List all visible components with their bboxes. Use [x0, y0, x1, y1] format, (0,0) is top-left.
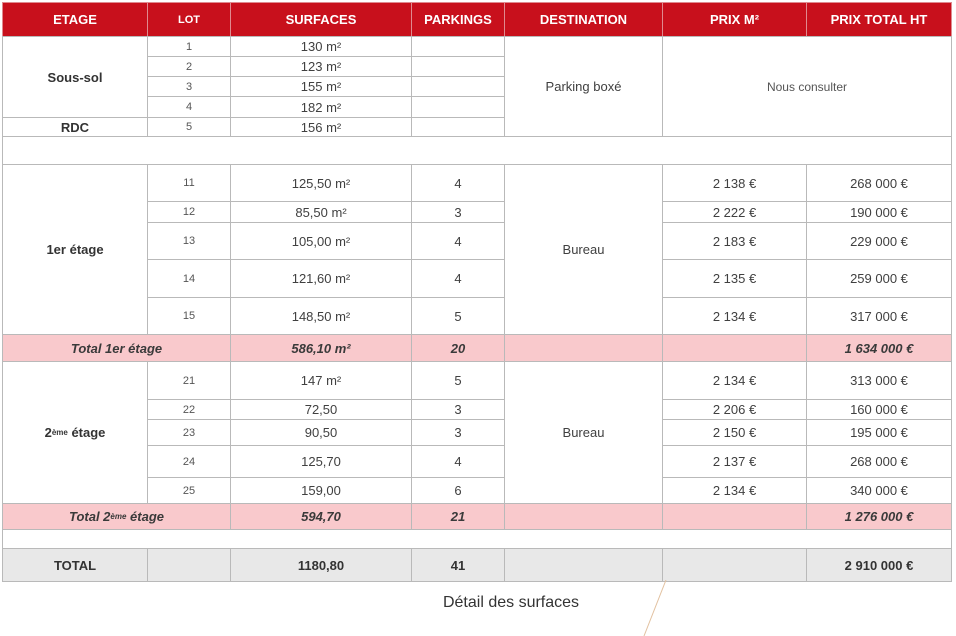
lot-cell: 3	[147, 76, 231, 97]
lot-cell: 2	[147, 56, 231, 77]
total-etage-1-prix-total: 1 634 000 €	[806, 334, 952, 362]
table-caption: Détail des surfaces	[442, 594, 580, 611]
parkings-cell: 3	[411, 419, 505, 446]
prix-total-cell: 190 000 €	[806, 201, 952, 223]
parkings-cell: 4	[411, 164, 505, 202]
prix-total-cell: 317 000 €	[806, 297, 952, 335]
lot-cell: 23	[147, 419, 231, 446]
total-etage-2-prix-m2	[662, 503, 807, 530]
parkings-cell: 4	[411, 445, 505, 478]
prix-total-cell: 195 000 €	[806, 419, 952, 446]
surface-cell: 72,50	[230, 399, 412, 420]
surface-cell: 125,70	[230, 445, 412, 478]
parkings-cell: 5	[411, 297, 505, 335]
prix-total-cell: 160 000 €	[806, 399, 952, 420]
grand-total-prix-m2	[662, 548, 807, 582]
parkings-cell: 3	[411, 399, 505, 420]
lot-cell: 1	[147, 36, 231, 57]
prix-m2-cell: 2 137 €	[662, 445, 807, 478]
lot-cell: 25	[147, 477, 231, 504]
header-prix-m2: PRIX M²	[662, 2, 807, 37]
prix-m2-cell: 2 150 €	[662, 419, 807, 446]
parkings-cell: 6	[411, 477, 505, 504]
lot-cell: 15	[147, 297, 231, 335]
total-etage-2-parkings: 21	[411, 503, 505, 530]
etage-sous-sol: Sous-sol	[2, 36, 148, 118]
total-etage-2-post: étage	[126, 509, 164, 524]
etage-2-rest: étage	[67, 425, 106, 440]
surface-cell: 125,50 m²	[230, 164, 412, 202]
header-etage: ETAGE	[2, 2, 148, 37]
surface-cell: 159,00	[230, 477, 412, 504]
lot-cell: 13	[147, 222, 231, 260]
lot-cell: 11	[147, 164, 231, 202]
prix-total-cell: 268 000 €	[806, 164, 952, 202]
prix-total-cell: 259 000 €	[806, 259, 952, 298]
lot-cell: 14	[147, 259, 231, 298]
prix-m2-cell: 2 183 €	[662, 222, 807, 260]
etage-rdc: RDC	[2, 117, 148, 137]
parkings-cell: 4	[411, 259, 505, 298]
grand-total-prix-total: 2 910 000 €	[806, 548, 952, 582]
total-etage-2-prix-total: 1 276 000 €	[806, 503, 952, 530]
grand-total-label: TOTAL	[2, 548, 148, 582]
parkings-cell	[411, 117, 505, 137]
surface-cell: 123 m²	[230, 56, 412, 77]
prix-total-cell: 313 000 €	[806, 361, 952, 400]
prix-total-cell: 268 000 €	[806, 445, 952, 478]
etage-2-sup: ème	[51, 428, 68, 437]
prix-m2-cell: 2 134 €	[662, 361, 807, 400]
surface-cell: 155 m²	[230, 76, 412, 97]
etage-2-num: 2	[44, 425, 52, 440]
surface-cell: 130 m²	[230, 36, 412, 57]
prix-m2-cell: 2 222 €	[662, 201, 807, 223]
total-etage-2-sup: ème	[110, 512, 127, 521]
surface-cell: 147 m²	[230, 361, 412, 400]
total-etage-2-pre: Total 2	[68, 509, 111, 524]
spacer-row	[2, 529, 952, 549]
total-etage-1-prix-m2	[662, 334, 807, 362]
lot-cell: 12	[147, 201, 231, 223]
total-etage-1-parkings: 20	[411, 334, 505, 362]
header-prix-total: PRIX TOTAL HT	[806, 2, 952, 37]
surface-cell: 105,00 m²	[230, 222, 412, 260]
prix-total-cell: 340 000 €	[806, 477, 952, 504]
surface-cell: 156 m²	[230, 117, 412, 137]
header-surfaces: SURFACES	[230, 2, 412, 37]
etage-1: 1er étage	[2, 164, 148, 335]
parkings-cell: 3	[411, 201, 505, 223]
grand-total-surface: 1180,80	[230, 548, 412, 582]
header-lot: LOT	[147, 2, 231, 37]
grand-total-destination	[504, 548, 663, 582]
grand-total-parkings: 41	[411, 548, 505, 582]
parkings-cell	[411, 76, 505, 97]
prix-m2-cell: 2 134 €	[662, 477, 807, 504]
lot-cell: 22	[147, 399, 231, 420]
parkings-cell: 4	[411, 222, 505, 260]
total-etage-1-label: Total 1er étage	[2, 334, 231, 362]
lot-cell: 5	[147, 117, 231, 137]
total-etage-1-destination	[504, 334, 663, 362]
total-etage-2-surface: 594,70	[230, 503, 412, 530]
grand-total-lot	[147, 548, 231, 582]
surface-cell: 148,50 m²	[230, 297, 412, 335]
spacer-row	[2, 136, 952, 165]
etage-2	[2, 361, 148, 504]
parkings-cell	[411, 36, 505, 57]
surface-cell: 90,50	[230, 419, 412, 446]
header-parkings: PARKINGS	[411, 2, 505, 37]
destination-parking: Parking boxé	[504, 36, 663, 137]
total-etage-1-surface: 586,10 m²	[230, 334, 412, 362]
lot-cell: 4	[147, 96, 231, 118]
surface-cell: 121,60 m²	[230, 259, 412, 298]
total-etage-2-label	[2, 503, 231, 530]
prix-total-cell: 229 000 €	[806, 222, 952, 260]
prix-m2-cell: 2 135 €	[662, 259, 807, 298]
prix-m2-cell: 2 206 €	[662, 399, 807, 420]
total-etage-2-destination	[504, 503, 663, 530]
surface-cell: 85,50 m²	[230, 201, 412, 223]
price-note: Nous consulter	[662, 36, 952, 137]
surface-cell: 182 m²	[230, 96, 412, 118]
parkings-cell	[411, 56, 505, 77]
destination-bureau: Bureau	[504, 361, 663, 504]
prix-m2-cell: 2 138 €	[662, 164, 807, 202]
prix-m2-cell: 2 134 €	[662, 297, 807, 335]
lot-cell: 21	[147, 361, 231, 400]
decorative-line	[630, 580, 670, 636]
parkings-cell	[411, 96, 505, 118]
header-destination: DESTINATION	[504, 2, 663, 37]
destination-bureau: Bureau	[504, 164, 663, 335]
parkings-cell: 5	[411, 361, 505, 400]
lot-cell: 24	[147, 445, 231, 478]
